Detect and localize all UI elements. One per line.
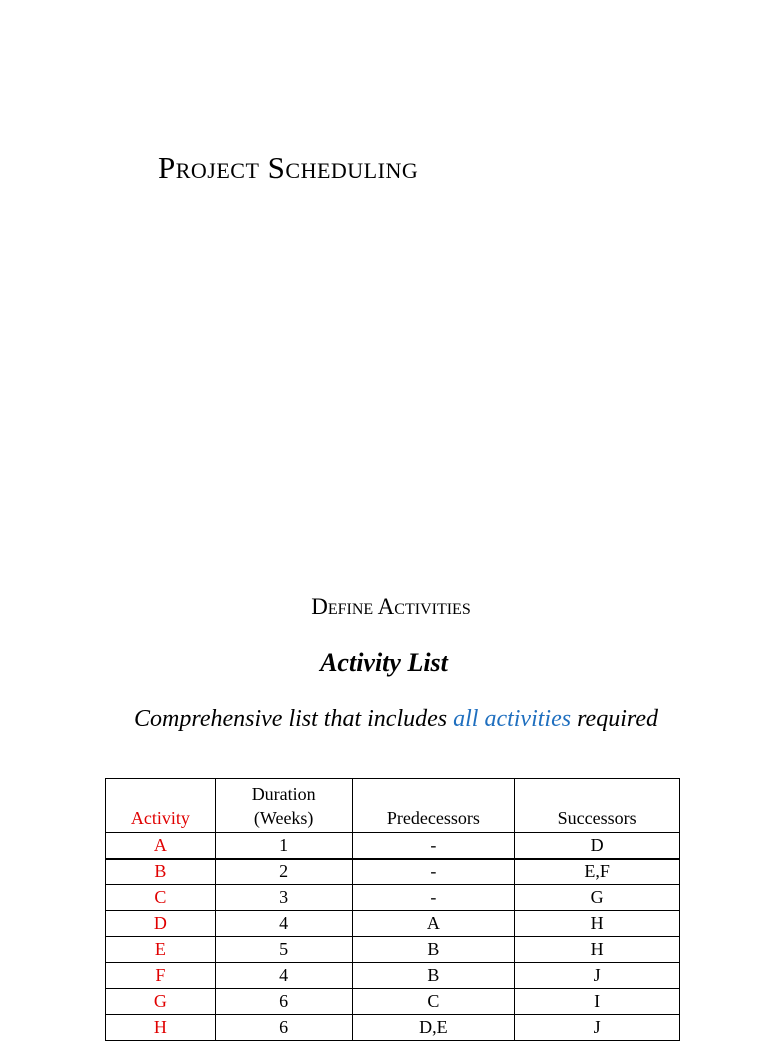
cell-predecessors: C — [352, 989, 515, 1015]
cell-predecessors: - — [352, 885, 515, 911]
cell-predecessors: - — [352, 833, 515, 859]
table-row — [106, 963, 680, 989]
cell-activity: B — [106, 859, 216, 885]
cell-duration: 2 — [215, 859, 352, 885]
lead-text — [0, 706, 768, 733]
cell-activity: H — [106, 1015, 216, 1041]
page-title: Project Scheduling — [158, 150, 419, 185]
cell-duration: 3 — [215, 885, 352, 911]
cell-predecessors: B — [352, 963, 515, 989]
cell-duration: 6 — [215, 989, 352, 1015]
table-row — [106, 885, 680, 911]
table-header-row — [106, 779, 680, 833]
table-body — [106, 833, 680, 1041]
cell-activity: D — [106, 911, 216, 937]
cell-duration: 4 — [215, 963, 352, 989]
cell-predecessors: - — [352, 859, 515, 885]
table-row — [106, 937, 680, 963]
cell-predecessors: B — [352, 937, 515, 963]
cell-predecessors: A — [352, 911, 515, 937]
cell-activity: G — [106, 989, 216, 1015]
cell-activity: F — [106, 963, 216, 989]
cell-successors: H — [515, 911, 680, 937]
cell-activity: E — [106, 937, 216, 963]
cell-successors: D — [515, 833, 680, 859]
column-header-duration-line2: (Weeks) — [253, 808, 314, 828]
cell-duration: 5 — [215, 937, 352, 963]
cell-successors: J — [515, 963, 680, 989]
column-header-predecessors: Predecessors — [352, 779, 515, 833]
activity-list-title: Activity List — [320, 648, 448, 677]
cell-predecessors: D,E — [352, 1015, 515, 1041]
cell-duration: 6 — [215, 1015, 352, 1041]
column-header-activity: Activity — [106, 779, 216, 833]
cell-successors: J — [515, 1015, 680, 1041]
lead-text-start: Comprehensive list that includes — [134, 706, 454, 732]
section-title: Define Activities — [311, 594, 471, 619]
cell-successors: E,F — [515, 859, 680, 885]
lead-text-end: required — [571, 706, 658, 732]
cell-successors: I — [515, 989, 680, 1015]
lead-text-highlight: all activities — [453, 706, 572, 732]
table-row — [106, 911, 680, 937]
column-header-successors: Successors — [515, 779, 680, 833]
cell-activity: C — [106, 885, 216, 911]
cell-duration: 4 — [215, 911, 352, 937]
column-header-duration-line1: Duration — [251, 784, 316, 804]
cell-activity: A — [106, 833, 216, 859]
cell-successors: H — [515, 937, 680, 963]
table-row — [106, 989, 680, 1015]
table-row — [106, 859, 680, 885]
table-row — [106, 1015, 680, 1041]
column-header-duration — [215, 779, 352, 833]
table-row — [106, 833, 680, 859]
cell-successors: G — [515, 885, 680, 911]
activity-table — [105, 778, 680, 1041]
cell-duration: 1 — [215, 833, 352, 859]
